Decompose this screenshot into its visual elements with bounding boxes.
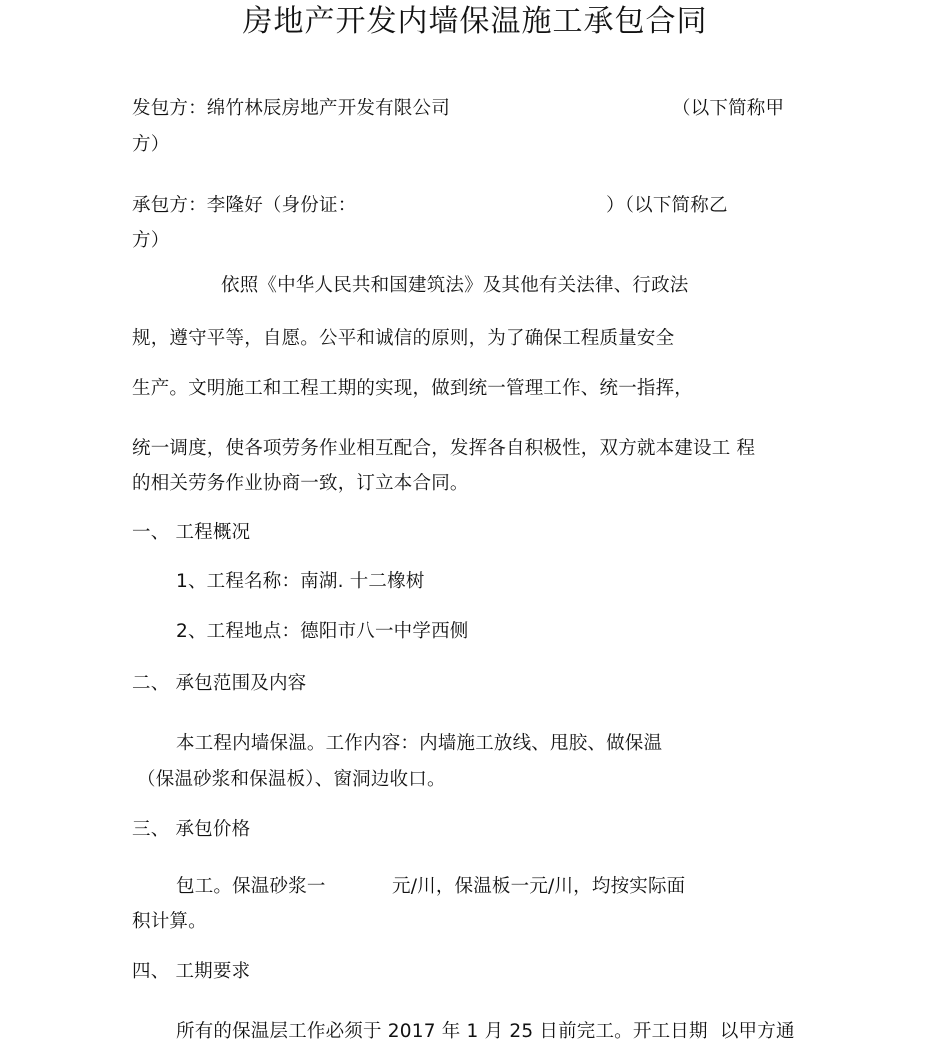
preamble-line-1: 依照《中华人民共和国建筑法》及其他有关法律、行政法 — [221, 275, 689, 296]
section-3-line-1b: 元/川，保温板一元/川，均按实际面 — [392, 876, 686, 897]
section-3-line-1a: 包工。保温砂浆一 — [176, 876, 326, 897]
party-b-label: 承包方：李隆好（身份证： — [132, 195, 357, 216]
section-1-item-2: 2、工程地点：德阳市八一中学西侧 — [176, 621, 469, 642]
section-1-item-1: 1、工程名称：南湖. 十二橡树 — [176, 571, 425, 592]
preamble-line-3: 生产。文明施工和工程工期的实现，做到统一管理工作、统一指挥， — [132, 378, 694, 399]
section-3-line-2: 积计算。 — [132, 911, 207, 932]
document-title: 房地产开发内墙保温施工承包合同 — [242, 4, 708, 39]
party-b-suffix-end: 方） — [132, 230, 170, 251]
section-3-heading: 三、 承包价格 — [132, 819, 251, 840]
preamble-line-2: 规，遵守平等，自愿。公平和诚信的原则，为了确保工程质量安全 — [132, 328, 675, 349]
section-4-line-1: 所有的保温层工作必须于 2017 年 1 月 25 日前完工。开工日期 以甲方通 — [176, 1021, 795, 1042]
party-b-close: ）（以下简称乙 — [606, 195, 728, 216]
section-2-line-1: 本工程内墙保温。工作内容：内墙施工放线、甩胶、做保温 — [176, 733, 663, 754]
party-a-suffix-end: 方） — [132, 134, 170, 155]
section-2-line-2: （保温砂浆和保温板）、窗洞边收口。 — [137, 769, 446, 790]
preamble-line-4: 统一调度，使各项劳务作业相互配合，发挥各自积极性，双方就本建设工 程 — [132, 438, 756, 459]
preamble-line-5: 的相关劳务作业协商一致，订立本合同。 — [132, 473, 469, 494]
section-1-heading: 一、 工程概况 — [132, 522, 251, 543]
party-a-label: 发包方：绵竹林辰房地产开发有限公司 — [132, 98, 450, 119]
section-4-heading: 四、 工期要求 — [132, 961, 251, 982]
party-a-suffix: （以下简称甲 — [672, 98, 785, 119]
section-2-heading: 二、 承包范围及内容 — [132, 673, 307, 694]
